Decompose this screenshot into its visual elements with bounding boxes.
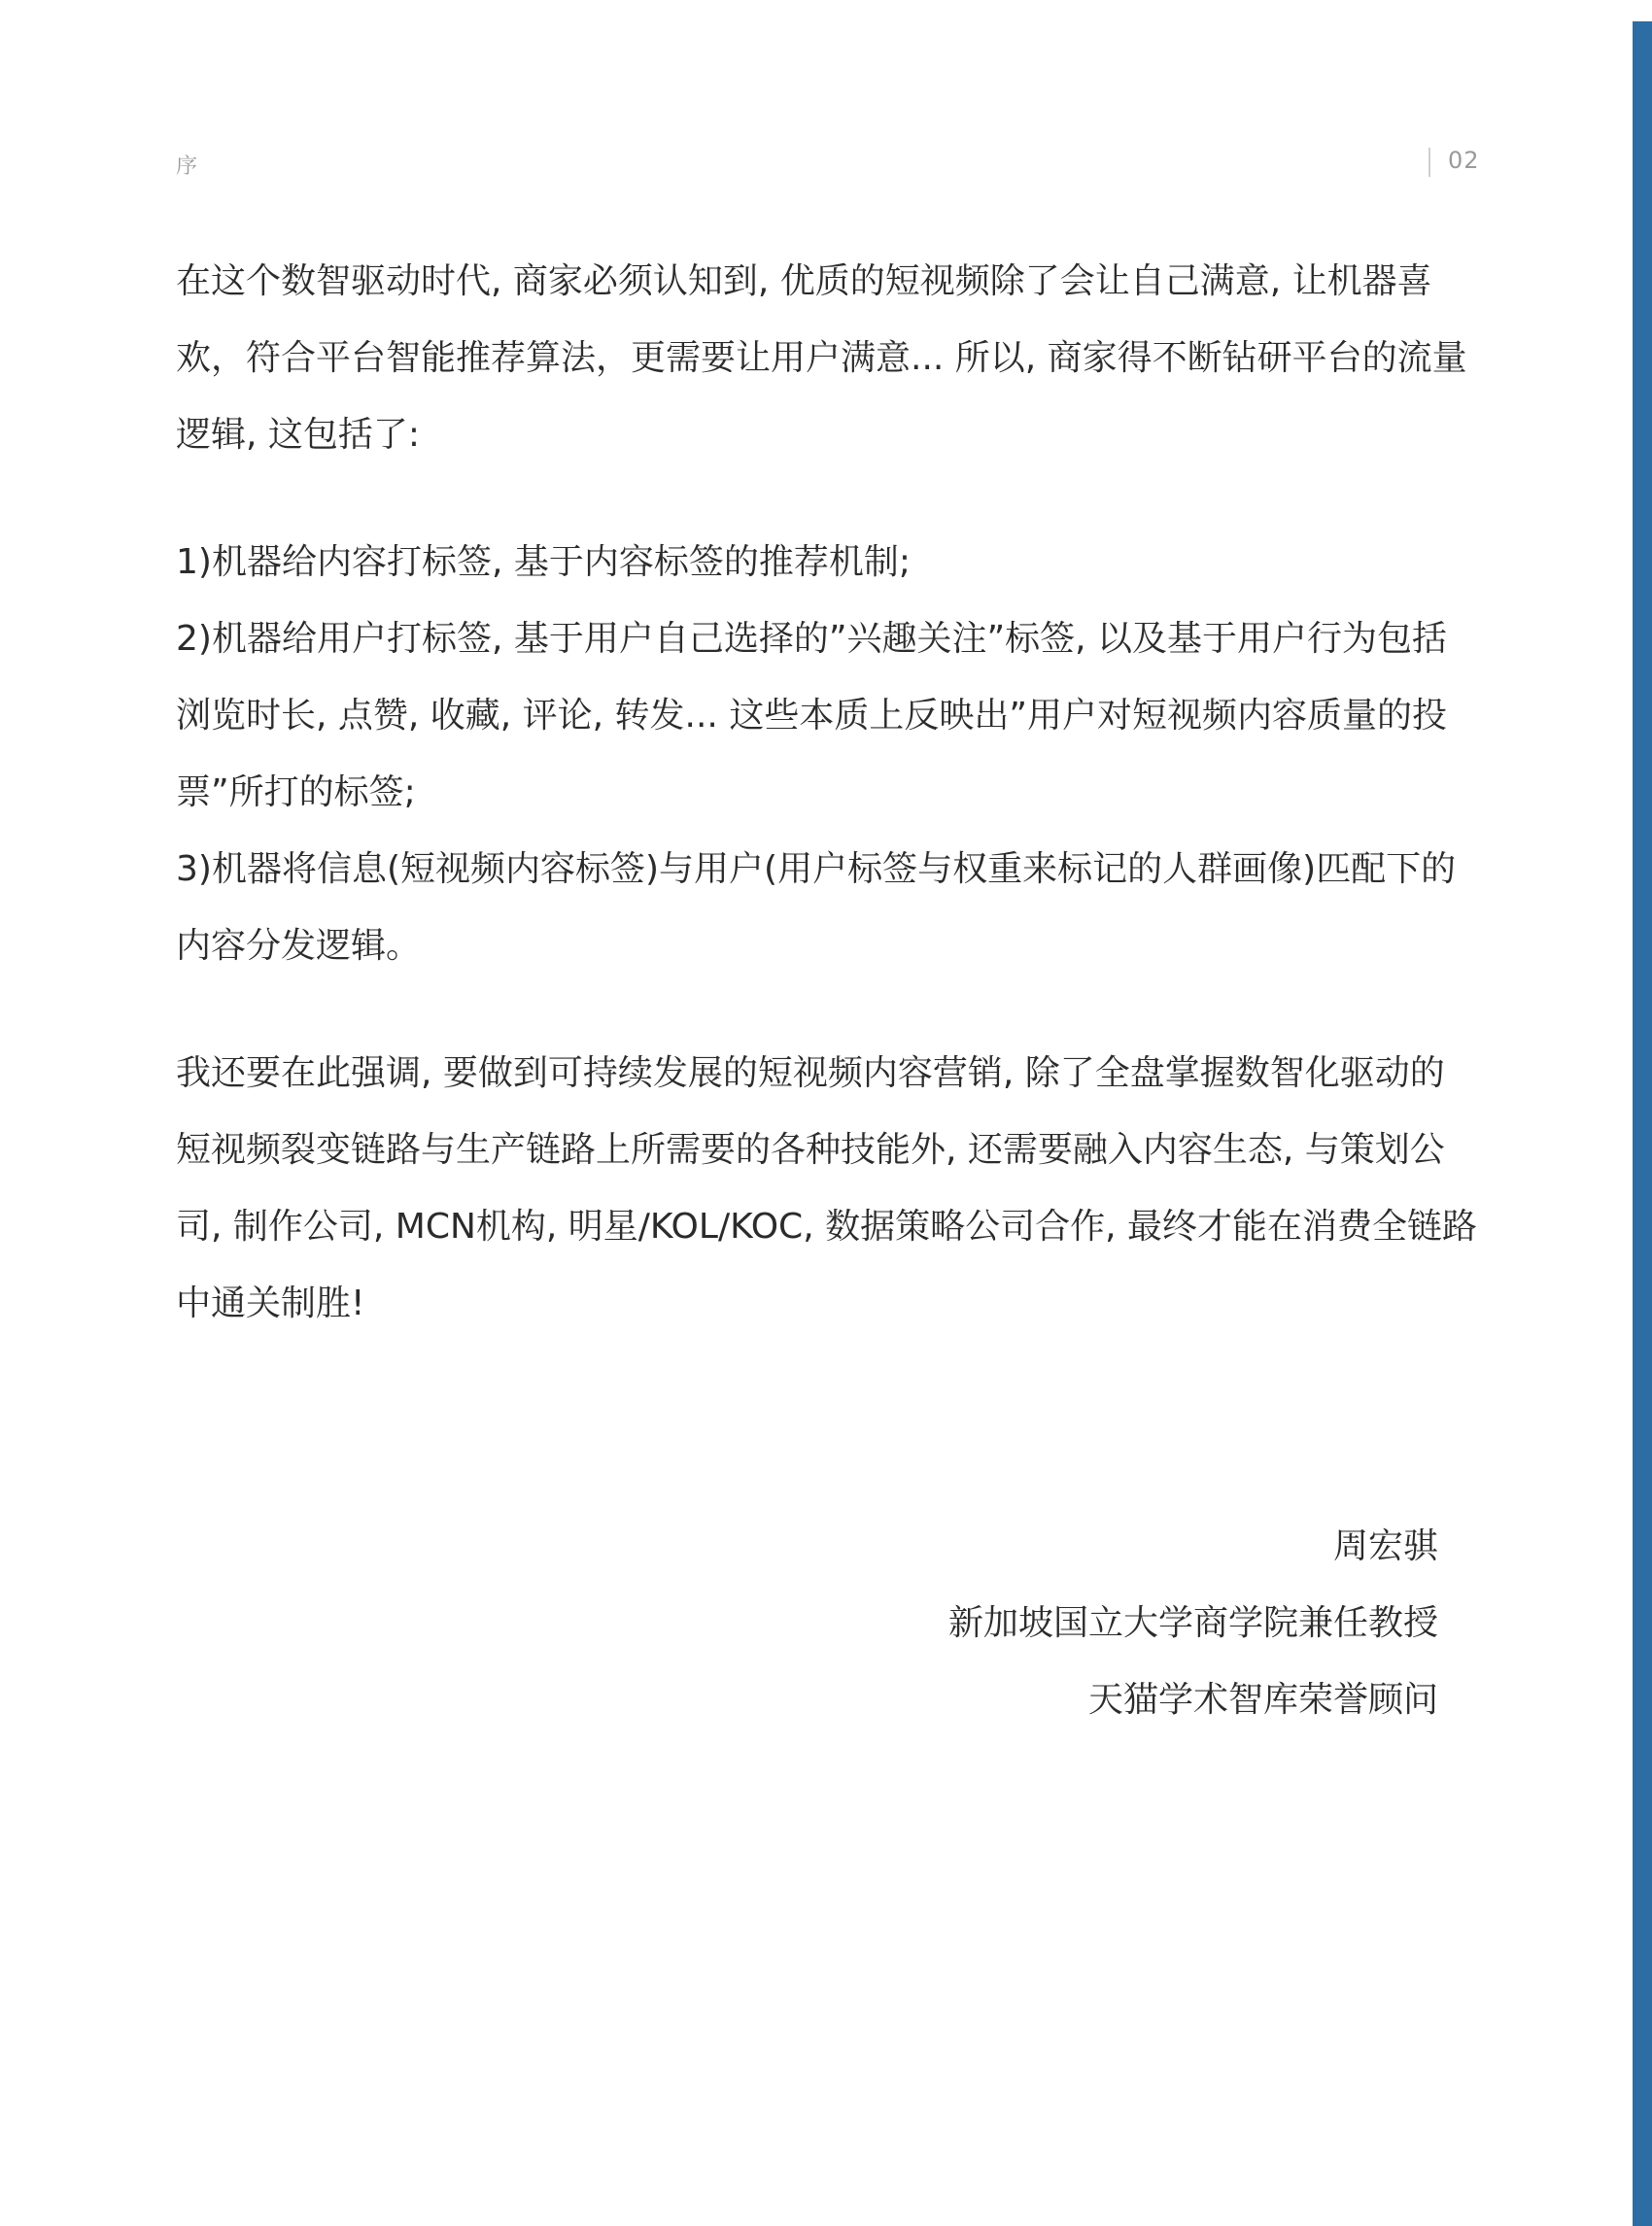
author-name: 周宏骐 (1332, 1526, 1438, 1566)
header-divider (1428, 148, 1430, 177)
closing-paragraph: 我还要在此强调, 要做到可持续发展的短视频内容营销, 除了全盘掌握数智化驱动的短视频裂变链路与生产链路上所需要的各种技能外, 还需要融入内容生态, 与策划公司, 制作公司, MCN机构, 明星/KOL/KOC, 数据策略公司合作, 最终才能在消费全链路中通关制胜! (176, 1053, 1477, 1323)
list-item: 1)机器给内容打标签, 基于内容标签的推荐机制; (176, 542, 911, 582)
accent-side-bar (1633, 21, 1652, 2226)
signature-block (948, 1508, 1438, 1738)
list-item: 3)机器将信息(短视频内容标签)与用户(用户标签与权重来标记的人群画像)匹配下的内容分发逻辑。 (176, 849, 1457, 966)
body-text (176, 243, 1478, 1342)
author-title: 天猫学术智库荣誉顾问 (1087, 1680, 1438, 1720)
list-item: 2)机器给用户打标签, 基于用户自己选择的”兴趣关注”标签, 以及基于用户行为包括浏览时长, 点赞, 收藏, 评论, 转发... 这些本质上反映出”用户对短视频内容质量的投票”所打的标签; (176, 619, 1448, 812)
author-title: 新加坡国立大学商学院兼任教授 (947, 1603, 1438, 1643)
section-label: 序 (176, 154, 198, 179)
intro-paragraph: 在这个数智驱动时代, 商家必须认知到, 优质的短视频除了会让自己满意, 让机器喜欢，符合平台智能推荐算法，更需要让用户满意... 所以, 商家得不断钻研平台的流量逻辑, 这包括了: (176, 261, 1467, 455)
page-number: 02 (1448, 147, 1480, 174)
